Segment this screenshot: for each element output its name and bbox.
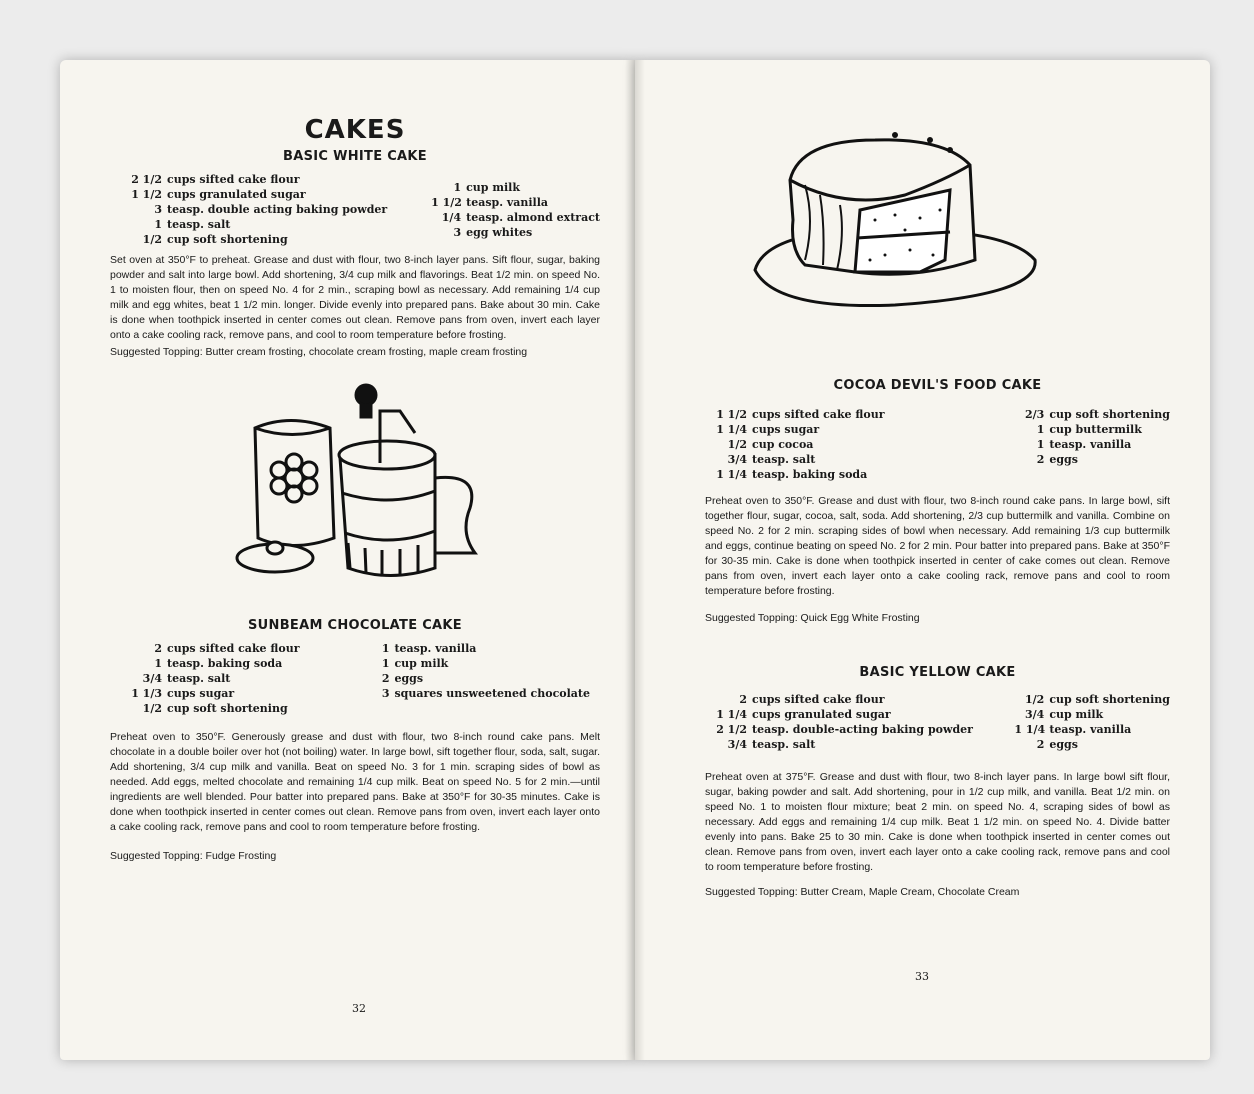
ingredient-name: teasp. double-acting baking powder xyxy=(752,723,973,736)
ingredient-name: cup cocoa xyxy=(752,438,814,451)
recipe-booklet xyxy=(60,60,1210,1060)
ingredient-name: eggs xyxy=(1049,738,1078,751)
ingredient-amount: 1 1/2 xyxy=(716,408,747,421)
ingredient-amount: 2/3 xyxy=(1025,408,1045,421)
ingredient-item xyxy=(1014,692,1170,707)
ingredient-amount: 1/2 xyxy=(142,702,162,715)
ingredient-list-left xyxy=(110,172,387,247)
ingredient-name: eggs xyxy=(394,672,424,685)
ingredient-name: cup soft shortening xyxy=(167,233,288,246)
ingredient-name: teasp. salt xyxy=(752,738,816,751)
ingredient-item xyxy=(1014,407,1170,422)
ingredient-list-right xyxy=(359,641,590,716)
recipe-title-basic-white-cake: BASIC WHITE CAKE xyxy=(283,149,427,164)
ingredient-item xyxy=(431,210,600,225)
ingredient-item xyxy=(705,407,885,422)
ingredient-list-left xyxy=(110,641,300,716)
left-page-content xyxy=(110,115,600,863)
ingredient-name: teasp. baking soda xyxy=(752,468,868,481)
ingredient-name: cups sugar xyxy=(167,687,235,700)
directions-basic-yellow-cake: Preheat oven at 375°F. Grease and dust with flour, two 8-inch layer pans. In large bowl sift flour, sugar, baking powder and salt. Add shortening, pour in 1/2 cup milk, and vanilla. Beat 1/2 min. on speed No. 1 to moisten flour mixture; beat 2 min. on speed No. 4, scraping sides of bowl as necessary. Add eggs and remaining 1/4 cup milk. Beat 1 1/2 min. on speed No. 4. Divide batter evenly into pans. Bake 25 to 30 min. Cake is done when toothpick inserted in center comes out clean. Remove pans from oven, invert each layer onto a cake cooling rack, remove pans and cool to room temperature before frosting. xyxy=(705,771,1170,873)
ingredient-name: teasp. salt xyxy=(167,672,231,685)
ingredient-item xyxy=(1014,422,1170,437)
topping-basic-yellow-cake: Suggested Topping: Butter Cream, Maple Cream, Chocolate Cream xyxy=(705,886,1020,898)
binding-gutter xyxy=(625,60,645,1060)
ingredient-amount: 1 1/2 xyxy=(131,188,162,201)
ingredient-name: cup milk xyxy=(1049,708,1104,721)
ingredient-name: teasp. almond extract xyxy=(466,211,600,224)
recipe-title-sunbeam-chocolate-cake: SUNBEAM CHOCOLATE CAKE xyxy=(248,618,462,633)
ingredient-item xyxy=(1014,707,1170,722)
ingredient-name: teasp. vanilla xyxy=(466,196,549,209)
ingredient-name: cups sifted cake flour xyxy=(167,642,300,655)
ingredient-amount: 3 xyxy=(381,687,390,700)
ingredient-item xyxy=(431,225,600,240)
ingredient-amount: 1 xyxy=(381,657,390,670)
ingredients-basic-white-cake xyxy=(110,172,600,247)
right-page xyxy=(635,60,1210,1060)
ingredient-amount: 1/2 xyxy=(727,438,747,451)
topping-cocoa-devils-food-cake: Suggested Topping: Quick Egg White Frosting xyxy=(705,612,920,624)
ingredient-item xyxy=(120,686,300,701)
ingredient-amount: 2 1/2 xyxy=(131,173,162,186)
ingredient-name: teasp. vanilla xyxy=(394,642,477,655)
ingredient-amount: 2 xyxy=(154,642,162,655)
recipe-title-cocoa-devils-food-cake: COCOA DEVIL'S FOOD CAKE xyxy=(833,378,1042,393)
ingredient-item xyxy=(1014,737,1170,752)
ingredient-list-left xyxy=(705,407,885,482)
ingredient-item xyxy=(705,707,973,722)
ingredient-amount: 2 xyxy=(381,672,390,685)
ingredient-item xyxy=(705,437,885,452)
ingredient-item xyxy=(120,202,387,217)
ingredient-amount: 2 xyxy=(1036,738,1045,751)
ingredient-item xyxy=(120,671,300,686)
ingredient-amount: 1 xyxy=(1036,423,1045,436)
ingredient-item xyxy=(120,656,300,671)
ingredient-item xyxy=(359,641,590,656)
ingredient-name: cup buttermilk xyxy=(1049,423,1142,436)
ingredient-amount: 1 1/4 xyxy=(1014,723,1046,736)
ingredient-name: eggs xyxy=(1049,453,1078,466)
ingredient-name: cup milk xyxy=(394,657,449,670)
ingredient-amount: 1 1/4 xyxy=(716,423,747,436)
ingredient-name: teasp. baking soda xyxy=(167,657,283,670)
ingredient-item xyxy=(1014,437,1170,452)
ingredient-item xyxy=(120,217,387,232)
page-number-left: 32 xyxy=(352,1002,366,1015)
ingredient-amount: 1/4 xyxy=(441,211,462,224)
ingredient-name: cup milk xyxy=(466,181,520,194)
ingredient-item xyxy=(1014,452,1170,467)
ingredient-name: cups sifted cake flour xyxy=(752,408,885,421)
ingredient-name: cups sifted cake flour xyxy=(752,693,885,706)
ingredient-item xyxy=(1014,722,1170,737)
ingredient-item xyxy=(705,692,973,707)
ingredient-amount: 1 1/4 xyxy=(716,468,747,481)
ingredient-name: teasp. salt xyxy=(752,453,816,466)
ingredients-sunbeam-chocolate-cake xyxy=(110,641,600,716)
ingredient-name: cups sugar xyxy=(752,423,820,436)
directions-sunbeam-chocolate-cake: Preheat oven to 350°F. Generously grease and dust with flour, two 8-inch round cake pans. Melt chocolate in a double boiler over hot (not boiling) water. In large bowl, sift together flour, soda, salt, sugar. Add shortening, 3/4 cup milk and vanilla. Beat on speed No. 3 for 1 min. scraping sides of bowl as needed. Add eggs, melted chocolate and remaining 1/4 cup milk. Beat on speed No. 5 for 2 min.—until ingredients are well blended. Pour batter into prepared pans. Bake at 350°F for 30-35 minutes. Cake is done when toothpick inserted in center comes out clean. Remove pans from oven, invert each layer onto a cake cooling rack, remove pans and cool to room temperature before frosting. xyxy=(110,731,600,833)
ingredient-amount: 3/4 xyxy=(727,453,747,466)
ingredient-amount: 1 xyxy=(453,181,462,194)
ingredient-amount: 1 xyxy=(154,657,162,670)
ingredient-amount: 1 1/4 xyxy=(716,708,747,721)
ingredient-amount: 3/4 xyxy=(727,738,747,751)
ingredient-amount: 2 xyxy=(739,693,747,706)
ingredient-item xyxy=(705,422,885,437)
sifter-canister-illustration xyxy=(230,373,600,598)
topping-basic-white-cake: Suggested Topping: Butter cream frosting, chocolate cream frosting, maple cream frosting xyxy=(110,346,528,358)
ingredient-amount: 1 xyxy=(381,642,390,655)
right-page-content xyxy=(705,378,1170,899)
ingredient-item xyxy=(120,641,300,656)
ingredient-name: squares unsweetened chocolate xyxy=(394,687,590,700)
ingredient-item xyxy=(705,467,885,482)
left-page xyxy=(60,60,635,1060)
ingredient-amount: 1 xyxy=(1036,438,1045,451)
ingredient-item xyxy=(705,722,973,737)
ingredient-amount: 1/2 xyxy=(1025,693,1045,706)
page-number-right: 33 xyxy=(915,970,929,983)
ingredient-item xyxy=(120,187,387,202)
ingredient-amount: 1 1/2 xyxy=(431,196,462,209)
ingredient-name: teasp. vanilla xyxy=(1049,438,1132,451)
ingredient-amount: 3 xyxy=(453,226,462,239)
ingredient-list-right xyxy=(431,180,600,247)
ingredient-name: cups sifted cake flour xyxy=(167,173,300,186)
ingredient-item xyxy=(120,232,387,247)
ingredient-item xyxy=(431,180,600,195)
ingredient-name: teasp. double acting baking powder xyxy=(167,203,388,216)
ingredient-amount: 3/4 xyxy=(1025,708,1045,721)
topping-sunbeam-chocolate-cake: Suggested Topping: Fudge Frosting xyxy=(110,850,277,862)
ingredient-name: teasp. salt xyxy=(167,218,231,231)
directions-basic-white-cake: Set oven at 350°F to preheat. Grease and dust with flour, two 8-inch layer pans. Sift flour, sugar, baking powder and salt into large bowl. Add shortening, 3/4 cup milk and flavorings. Beat 1/2 min. on speed No. 1 to moisten flour, then on speed No. 4 for 2 min., scraping bowl as necessary. Add remaining 1/4 cup milk and egg whites, beat 1 1/2 min. longer. Divide evenly into prepared pans. Bake about 30 min. Cake is done when toothpick inserted in center comes out clean. Remove pans from oven, invert each layer onto a cake cooling rack, remove pans, and cool to room temperature before frosting. xyxy=(110,254,600,341)
ingredient-name: teasp. vanilla xyxy=(1049,723,1132,736)
cake-illustration xyxy=(745,120,1055,320)
ingredient-amount: 1/2 xyxy=(142,233,162,246)
ingredient-name: cup soft shortening xyxy=(167,702,288,715)
ingredient-name: egg whites xyxy=(466,226,533,239)
recipe-title-basic-yellow-cake: BASIC YELLOW CAKE xyxy=(859,665,1016,680)
ingredient-list-left xyxy=(705,692,973,752)
ingredient-item xyxy=(705,452,885,467)
ingredient-name: cups granulated sugar xyxy=(167,188,306,201)
ingredient-item xyxy=(359,671,590,686)
ingredient-item xyxy=(120,172,387,187)
ingredient-list-right xyxy=(1014,692,1170,752)
ingredient-amount: 3/4 xyxy=(142,672,162,685)
ingredient-name: cup soft shortening xyxy=(1049,408,1170,421)
ingredients-basic-yellow-cake xyxy=(705,692,1170,752)
ingredient-item xyxy=(431,195,600,210)
ingredient-amount: 2 1/2 xyxy=(716,723,747,736)
ingredient-amount: 2 xyxy=(1036,453,1045,466)
ingredient-amount: 1 xyxy=(154,218,162,231)
ingredient-item xyxy=(359,656,590,671)
ingredient-list-right xyxy=(1014,407,1170,482)
ingredients-cocoa-devils-food-cake xyxy=(705,407,1170,482)
ingredient-item xyxy=(359,686,590,701)
ingredient-item xyxy=(705,737,973,752)
directions-cocoa-devils-food-cake: Preheat oven to 350°F. Grease and dust with flour, two 8-inch round cake pans. In large bowl, sift together flour, sugar, cocoa, salt, soda. Add shortening, 2/3 cup buttermilk and vanilla. Combine on speed No. 2 for 2 min. scraping sides of bowl when necessary. Add remaining 1/3 cup buttermilk and eggs, continue beating on speed No. 2 for 2 min. Pour batter into prepared pans. Bake at 350°F for 30-35 min. Cake is done when toothpick inserted in center of cake comes out clean. Remove pans from oven, invert each layer onto a cake cooling rack, remove pans and cool to room temperature before frosting. xyxy=(705,495,1170,597)
section-title: CAKES xyxy=(304,115,406,145)
ingredient-name: cup soft shortening xyxy=(1049,693,1170,706)
ingredient-item xyxy=(120,701,300,716)
ingredient-name: cups granulated sugar xyxy=(752,708,891,721)
ingredient-amount: 3 xyxy=(154,203,162,216)
ingredient-amount: 1 1/3 xyxy=(131,687,162,700)
